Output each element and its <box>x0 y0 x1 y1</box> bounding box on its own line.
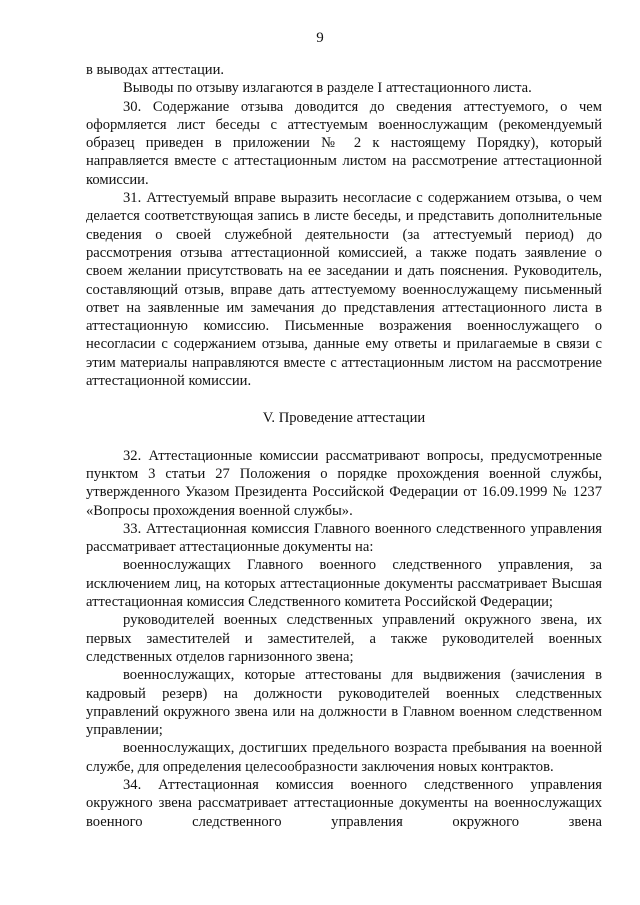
paragraph-conclusions-section: Выводы по отзыву излагаются в разделе I аттестационного листа. <box>123 80 532 97</box>
page-number: 9 <box>316 30 324 46</box>
paragraph-34: 34. Аттестационная комиссия военного следственного управления окружного звена рассматривает аттестационные документы на военнослужащих военного следственного управления окружного звена <box>86 776 602 830</box>
paragraph-conclusions-end: в выводах аттестации. <box>86 62 225 78</box>
list-item-main-directorate: военнослужащих Главного военного следственного управления, за исключением лиц, на которых аттестационные документы рассматривает Высшая аттестационная комиссия Следственного комитета Российской Федерации; <box>86 557 602 611</box>
list-item-district-heads: руководителей военных следственных управлений окружного звена, их первых заместителей и заместителей, а также руководителей военных следственных отделов гарнизонного звена; <box>86 612 602 665</box>
list-item-age-limit: военнослужащих, достигших предельного возраста пребывания на военной службе, для определения целесообразности заключения новых контрактов. <box>86 740 602 775</box>
section-heading-v: V. Проведение аттестации <box>262 410 426 427</box>
document-body <box>86 61 602 831</box>
paragraph-31: 31. Аттестуемый вправе выразить несогласие с содержанием отзыва, о чем делается соответствующая запись в листе беседы, и представить дополнительные сведения о своей служебной деятельности (за аттестуемый период) до рассмотрения отзыва аттестационной комиссией, а также подать заявление о своем желании присутствовать на ее заседании и дать пояснения. Руководитель, составляющий отзыв, вправе дать аттестуемому военнослужащему письменный ответ на заявленные им замечания до представления аттестационного листа в аттестационную комиссию. Письменные возражения военнослужащего о несогласии с содержанием отзыва, данные ему ответы и прилагаемые в связи с этим материалы направляются вместе с аттестационным листом на рассмотрение аттестационной комиссии. <box>86 190 602 390</box>
paragraph-33: 33. Аттестационная комиссия Главного военного следственного управления рассматривает аттестационные документы на: <box>86 520 602 556</box>
paragraph-30: 30. Содержание отзыва доводится до сведения аттестуемого, о чем оформляется лист беседы с аттестуемым военнослужащим (рекомендуемый образец приведен в приложении № 2 к настоящему Порядку), который направляется вместе с аттестационным листом на рассмотрение аттестационной комиссии. <box>86 98 602 188</box>
paragraph-32: 32. Аттестационные комиссии рассматривают вопросы, предусмотренные пунктом 3 статьи 27 Положения о порядке прохождения военной службы, утвержденного Указом Президента Российской Федерации от 16.09.1999 № 1237 «Вопросы прохождения военной службы». <box>86 447 602 519</box>
list-item-promotion: военнослужащих, которые аттестованы для выдвижения (зачисления в кадровый резерв) на должности руководителей военных следственных управлений окружного звена или на должности в Главном военном следственном управлении; <box>86 667 602 739</box>
